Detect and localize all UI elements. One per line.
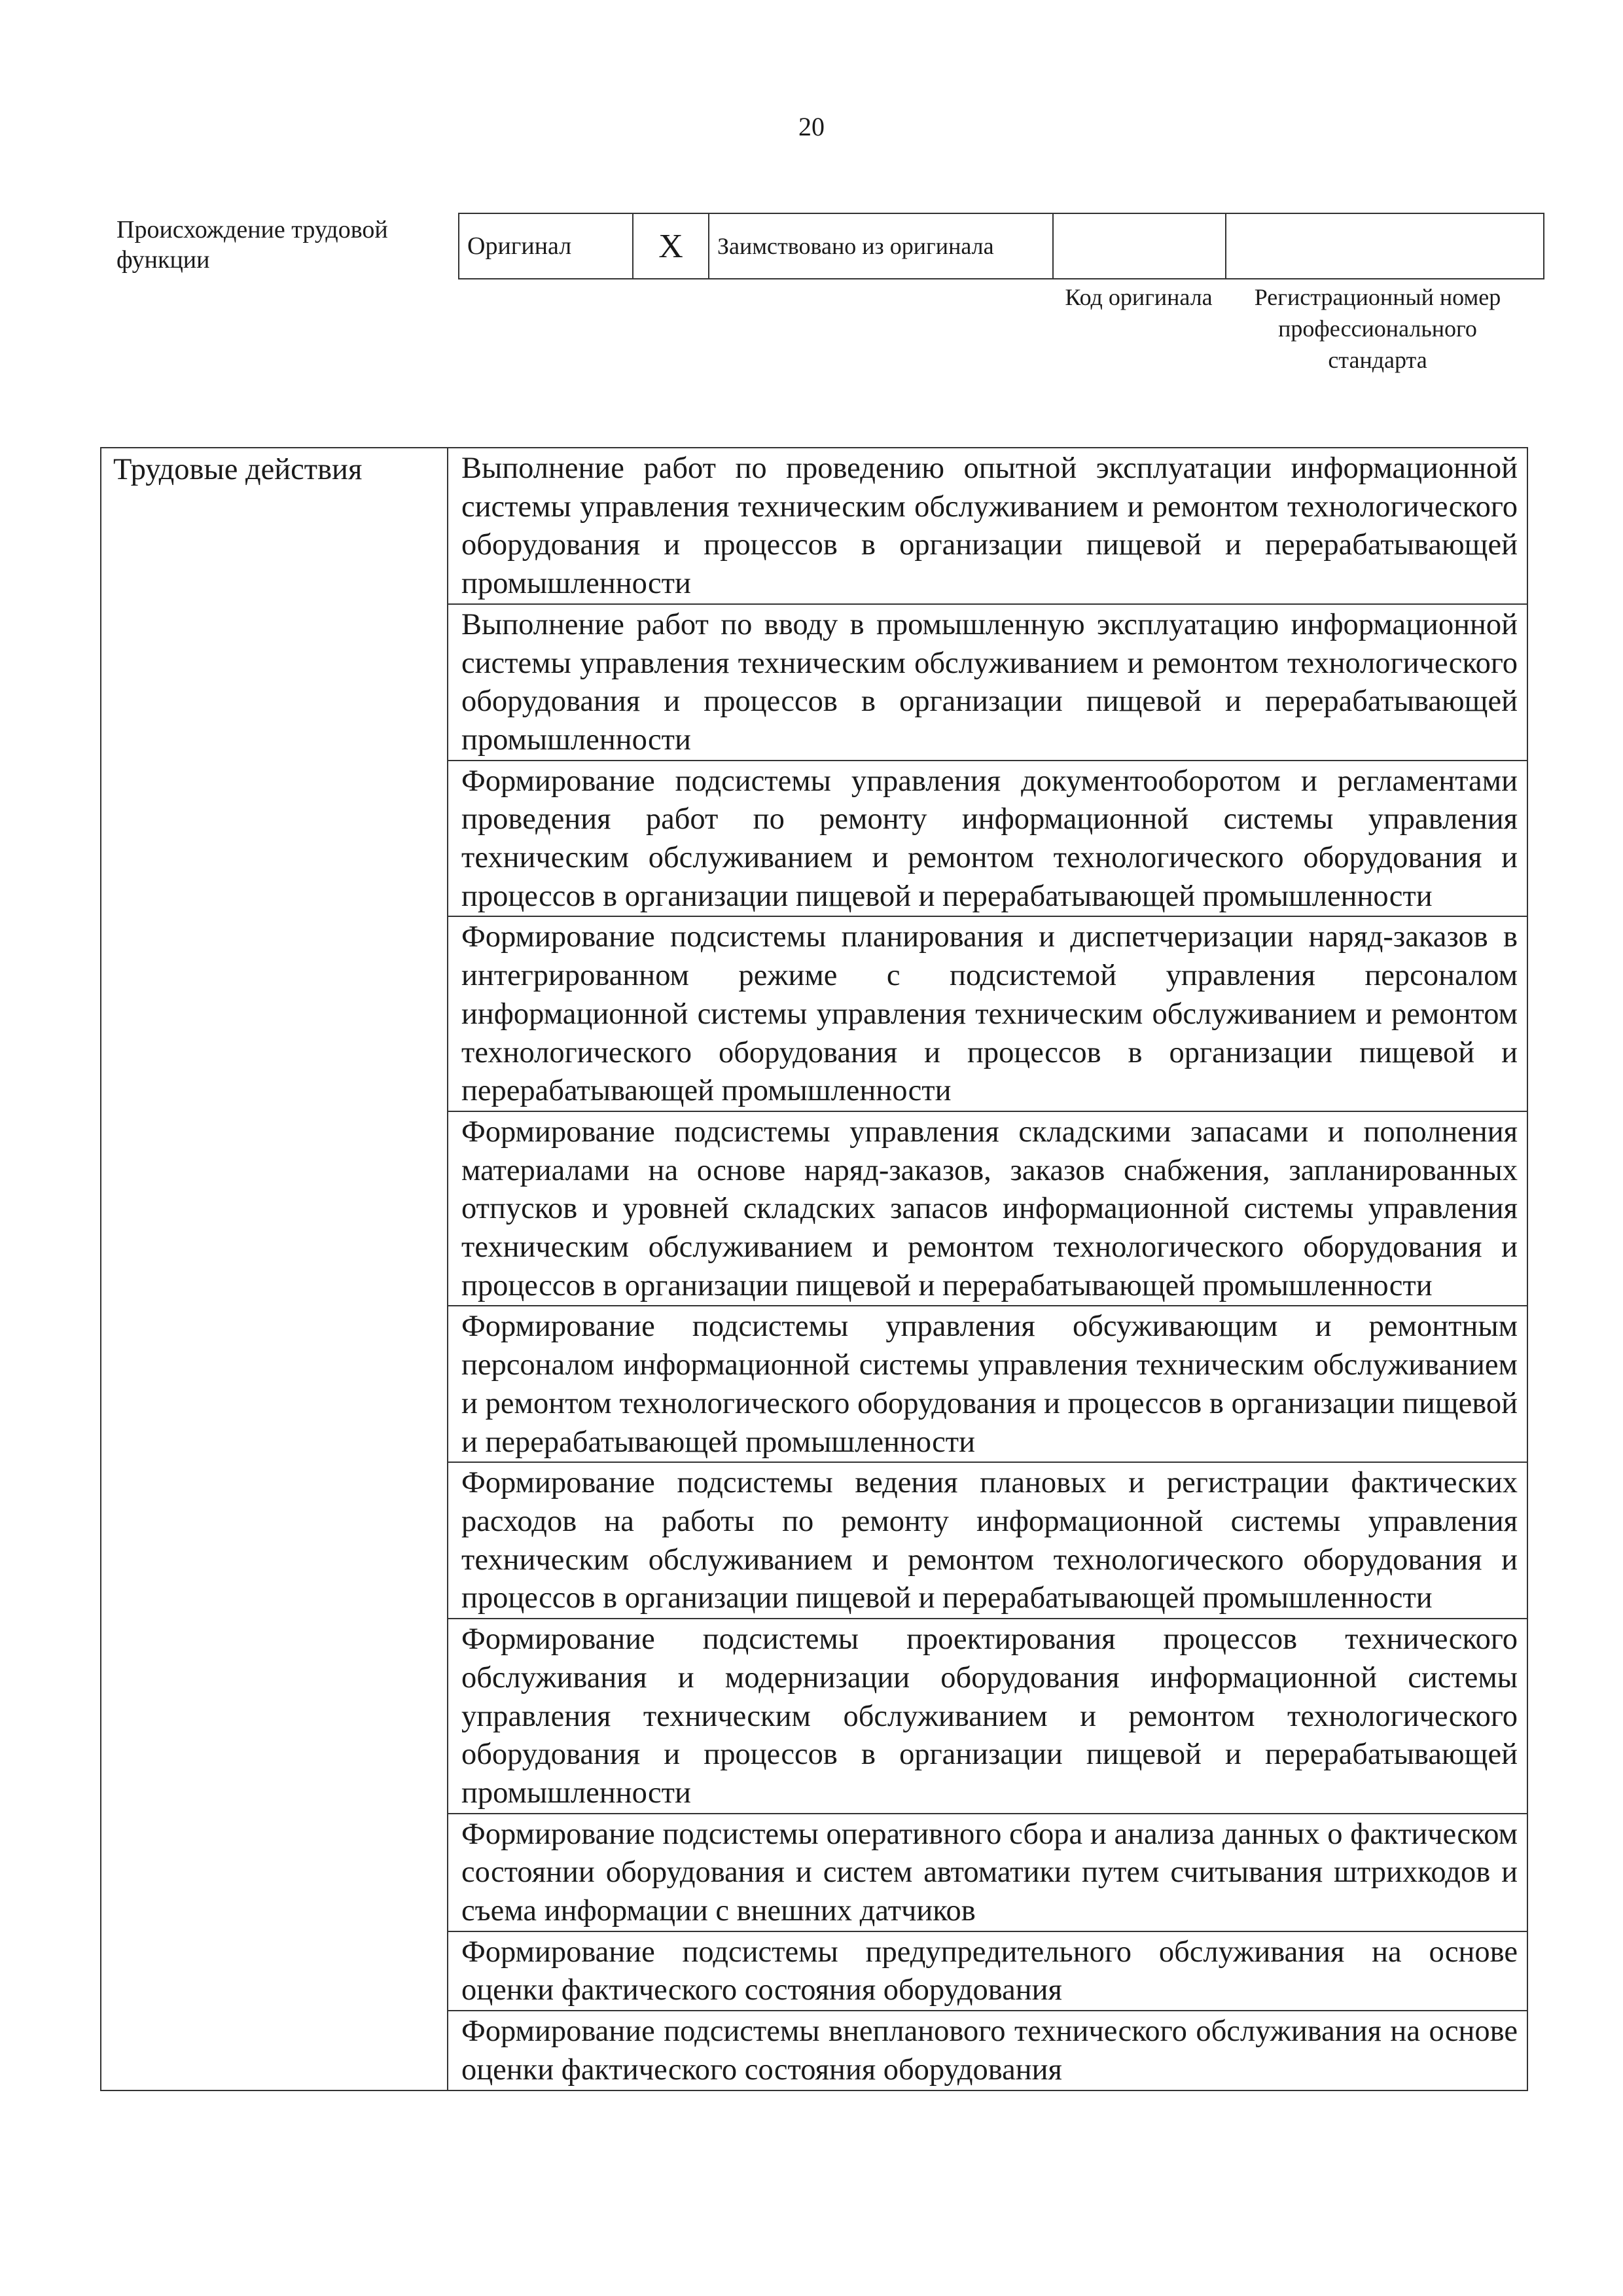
labor-actions-table [100, 447, 1528, 2091]
borrowed-label: Заимствовано из оригинала [709, 213, 1053, 279]
labor-action-item: Формирование подсистемы управления обсуживающим и ремонтным персоналом информационной системы управления техническим обслуживанием и ремонтом технологического оборудования и процессов в организации пищевой и перерабатывающей промышленности [448, 1306, 1527, 1462]
original-label: Оригинал [459, 213, 633, 279]
page-number: 20 [798, 112, 825, 141]
labor-action-item: Формирование подсистемы предупредительного обслуживания на основе оценки фактического состояния оборудования [448, 1931, 1527, 2011]
original-mark: X [633, 213, 709, 279]
labor-action-item: Формирование подсистемы планирования и диспетчеризации наряд-заказов в интегрированном режиме с подсистемой управления персоналом информационной системы управления техническим обслуживанием и ремонтом технологического оборудования и процессов в организации пищевой и перерабатывающей промышленности [448, 916, 1527, 1111]
labor-actions-heading: Трудовые действия [101, 448, 448, 2090]
registration-number-cell [1226, 213, 1544, 279]
labor-action-item: Выполнение работ по проведению опытной эксплуатации информационной системы управления техническим обслуживанием и ремонтом технологического оборудования и процессов в организации пищевой и перерабатывающей промышленности [448, 448, 1527, 604]
code-caption: Код оригинала [1065, 284, 1213, 310]
labor-action-item: Формирование подсистемы ведения плановых и регистрации фактических расходов на работы по ремонту информационной системы управления техническим обслуживанием и ремонтом технологического оборудования и процессов в организации пищевой и перерабатывающей промышленности [448, 1462, 1527, 1619]
labor-action-item: Формирование подсистемы проектирования процессов технического обслуживания и модернизации оборудования информационной системы управления техническим обслуживанием и ремонтом технологического оборудования и процессов в организации пищевой и перерабатывающей промышленности [448, 1619, 1527, 1814]
labor-action-item: Выполнение работ по вводу в промышленную эксплуатацию информационной системы управления техническим обслуживанием и ремонтом технологического оборудования и процессов в организации пищевой и перерабатывающей промышленности [448, 604, 1527, 761]
origin-table [458, 213, 1544, 279]
origin-label: Происхождение трудовой функции [116, 216, 388, 274]
labor-action-item: Формирование подсистемы оперативного сбора и анализа данных о фактическом состоянии оборудования и систем автоматики путем считывания штрихкодов и съема информации с внешних датчиков [448, 1814, 1527, 1931]
labor-action-item: Формирование подсистемы управления складскими запасами и пополнения материалами на основе наряд-заказов, заказов снабжения, запланированных отпусков и уровней складских запасов информационной системы управления техническим обслуживанием и ремонтом технологического оборудования и процессов в организации пищевой и перерабатывающей промышленности [448, 1111, 1527, 1306]
labor-action-item: Формирование подсистемы внепланового технического обслуживания на основе оценки фактического состояния оборудования [448, 2011, 1527, 2090]
table-row [101, 448, 1527, 604]
registration-caption: Регистрационный номер профессионального стандарта [1254, 284, 1501, 373]
original-code-cell [1053, 213, 1226, 279]
labor-action-item: Формирование подсистемы управления документооборотом и регламентами проведения работ по ремонту информационной системы управления техническим обслуживанием и ремонтом технологического оборудования и процессов в организации пищевой и перерабатывающей промышленности [448, 761, 1527, 917]
